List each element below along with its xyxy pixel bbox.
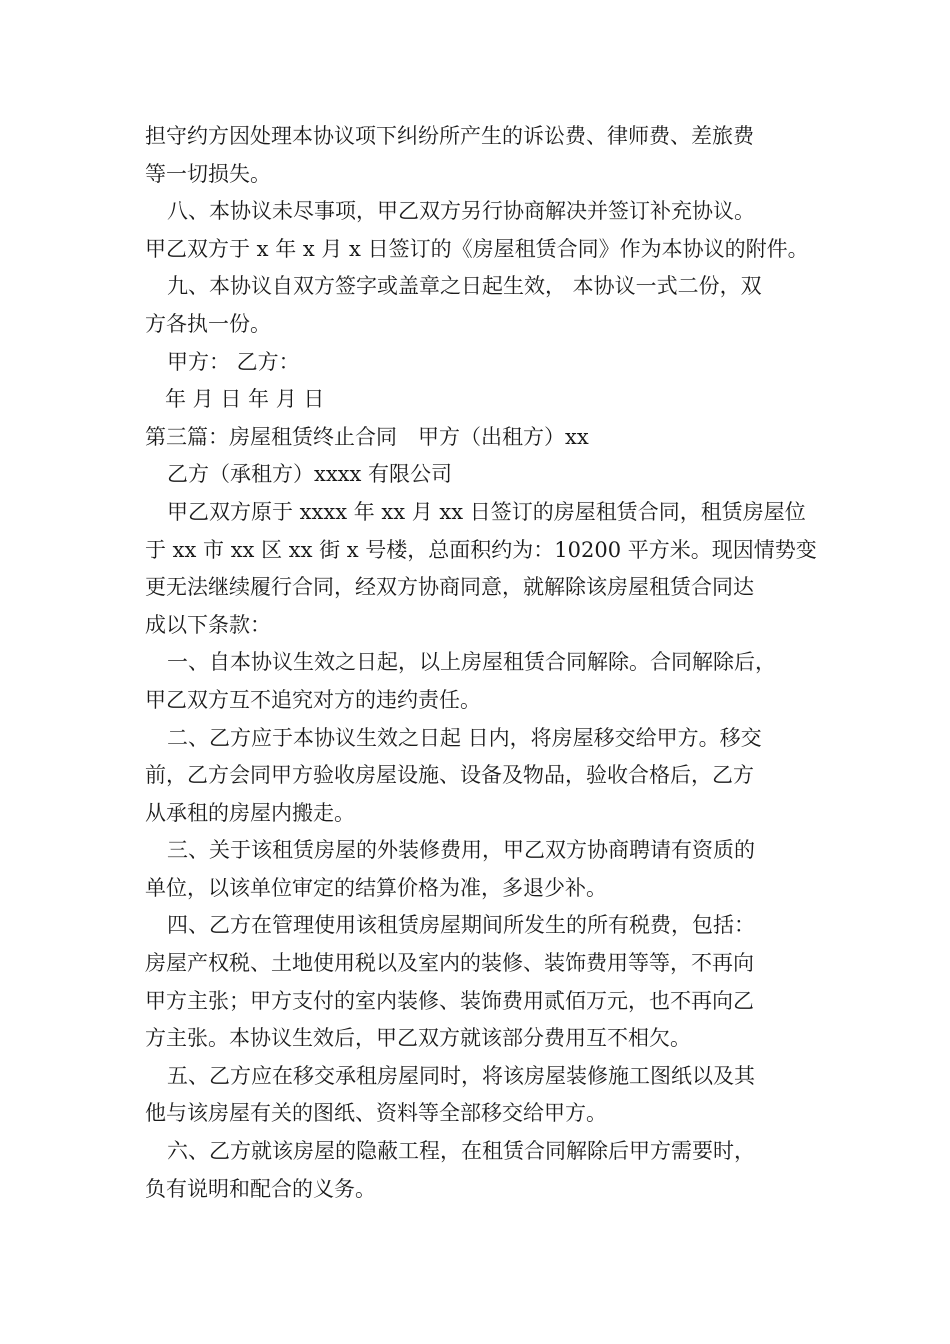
text-line: 六、乙方就该房屋的隐蔽工程，在租赁合同解除后甲方需要时， [167, 1139, 755, 1164]
text-line: 方各执一份。 [145, 311, 271, 336]
text-line: 成以下条款： [145, 612, 271, 637]
signature-date-line: 年 月 日 年 月 日 [165, 387, 325, 412]
text-line: 甲乙双方互不追究对方的违约责任。 [145, 687, 481, 712]
text-line: 九、本协议自双方签字或盖章之日起生效， 本协议一式二份，双 [167, 274, 762, 299]
signature-parties-line: 甲方： 乙方： [167, 349, 300, 374]
text-line: 三、关于该租赁房屋的外装修费用，甲乙双方协商聘请有资质的 [167, 838, 755, 863]
text-line: 房屋产权税、土地使用税以及室内的装修、装饰费用等等，不再向 [145, 951, 754, 976]
text-line: 一、自本协议生效之日起，以上房屋租赁合同解除。合同解除后， [167, 650, 776, 675]
section-heading: 第三篇：房屋租赁终止合同 甲方（出租方）xx [145, 424, 589, 449]
text-line: 等一切损失。 [145, 161, 271, 186]
text-line: 于 xx 市 xx 区 xx 街 x 号楼，总面积约为：10200 平方米。现因情势变 [145, 537, 817, 562]
text-line: 担守约方因处理本协议项下纠纷所产生的诉讼费、律师费、差旅费 [145, 124, 754, 148]
text-line: 前，乙方会同甲方验收房屋设施、设备及物品，验收合格后，乙方 [145, 763, 754, 788]
text-line: 负有说明和配合的义务。 [145, 1176, 376, 1201]
text-line: 八、本协议未尽事项，甲乙双方另行协商解决并签订补充协议。 [167, 199, 755, 224]
text-line: 二、乙方应于本协议生效之日起 日内，将房屋移交给甲方。移交 [167, 725, 762, 750]
text-line: 他与该房屋有关的图纸、资料等全部移交给甲方。 [145, 1101, 607, 1126]
text-line: 乙方（承租方）xxxx 有限公司 [167, 462, 453, 487]
text-line: 四、乙方在管理使用该租赁房屋期间所发生的所有税费，包括： [167, 913, 755, 938]
text-line: 单位，以该单位审定的结算价格为准，多退少补。 [145, 875, 607, 900]
text-line: 更无法继续履行合同，经双方协商同意，就解除该房屋租赁合同达 [145, 575, 754, 600]
text-line: 甲乙双方原于 xxxx 年 xx 月 xx 日签订的房屋租赁合同，租赁房屋位 [167, 499, 806, 524]
text-line: 甲方主张；甲方支付的室内装修、装饰费用贰佰万元，也不再向乙 [145, 988, 754, 1013]
document-body [145, 118, 820, 1208]
text-line: 五、乙方应在移交承租房屋同时，将该房屋装修施工图纸以及其 [167, 1063, 755, 1088]
text-line: 甲乙双方于 x 年 x 月 x 日签订的《房屋租赁合同》作为本协议的附件。 [145, 236, 809, 261]
text-line: 从承租的房屋内搬走。 [145, 800, 355, 825]
text-line: 方主张。本协议生效后，甲乙双方就该部分费用互不相欠。 [145, 1026, 691, 1051]
